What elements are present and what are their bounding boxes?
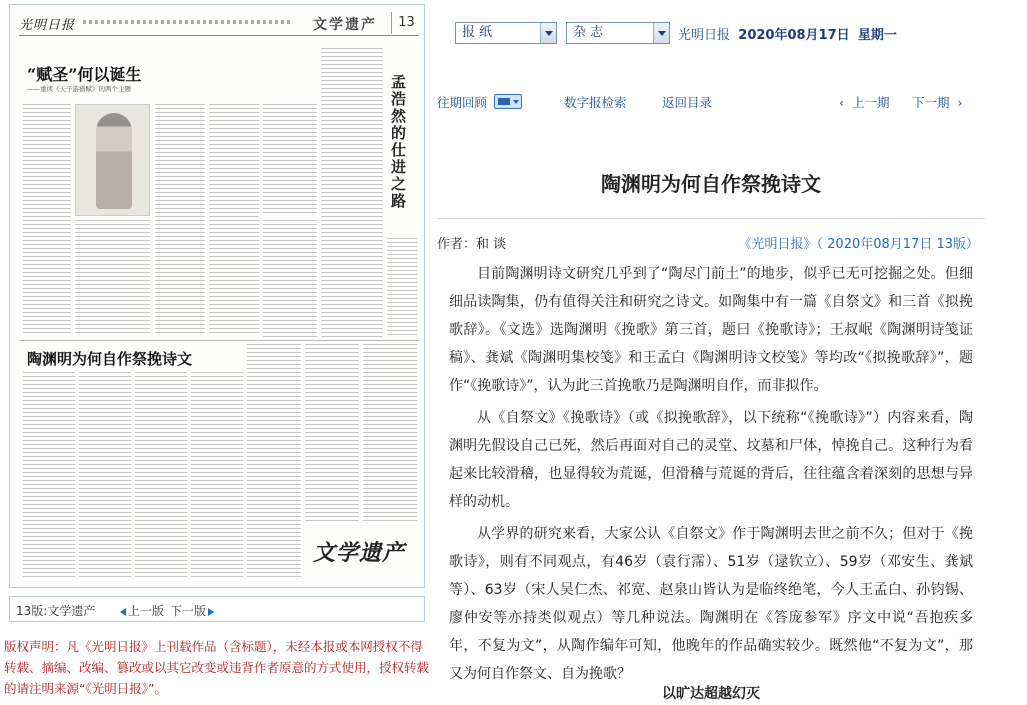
article-headline-fusheng[interactable]: “赋圣”何以诞生 [27, 65, 142, 84]
prev-issue-link[interactable]: ‹ 上一期 [839, 95, 890, 110]
article-meta [437, 218, 985, 252]
newspaper-select[interactable]: 报 纸 [455, 22, 557, 44]
calendar-toggle-icon[interactable] [494, 94, 522, 109]
digital-search-link[interactable]: 数字报检索 [564, 95, 627, 110]
article-paragraph: 从《自祭文》《挽歌诗》（或《拟挽歌辞》，以下统称“《挽歌诗》”）内容来看，陶渊明先假设自己已死，然后再面对自己的灵堂、坟墓和尸体，悼挽自己。这种行为看起来比较滑稽，也显得较为荒诞，但滑稽与荒诞的背后，往往蕴含着深刻的思想与异样的动机。 [449, 410, 973, 510]
top-bar [437, 18, 1027, 50]
paper-name: 光明日报 [678, 28, 731, 43]
section-divider [19, 340, 419, 341]
article-headline-menghaoran[interactable]: 孟浩然的仕进之路 [391, 73, 407, 210]
article-title: 陶渊明为何自作祭挽诗文 [601, 172, 821, 196]
illustration-figure [75, 104, 150, 216]
article-subheading: 以旷达超越幻灭 [662, 686, 760, 702]
next-arrow-icon [208, 608, 214, 616]
text-column [155, 104, 205, 336]
magazine-select[interactable]: 杂 志 [566, 22, 670, 44]
chevron-down-icon [540, 23, 556, 43]
copyright-notice: 版权声明：凡《光明日报》上刊载作品（含标题），未经本报或本网授权不得转载、摘编、改编、篡改或以其它改变或违背作者原意的方式使用，授权转载的请注明来源“《光明日报》”。 [4, 639, 430, 696]
prev-page-link[interactable]: 上一版 [120, 602, 164, 619]
text-column [247, 344, 301, 580]
text-column [75, 220, 150, 336]
article-paragraph: 目前陶渊明诗文研究几乎到了“陶尽门前土”的地步，似乎已无可挖掘之处。但细细品读陶集，仍有值得关注和研究之诗文。如陶集中有一篇《自祭文》和三首《拟挽歌辞》。《文选》选陶渊明《挽歌》第三首，题曰《挽歌诗》；王叔岷《陶渊明诗笺证稿》、龚斌《陶渊明集校笺》和王孟白《陶渊明诗文校笺》等均改“《拟挽歌辞》”，题作“《挽歌诗》”，认为此三首挽歌乃是陶渊明自作，而非拟作。 [449, 266, 973, 394]
text-column [23, 372, 75, 580]
next-page-link[interactable]: 下一版 [170, 602, 214, 619]
text-column [387, 238, 417, 338]
text-column [263, 220, 317, 338]
chevron-left-icon: ‹ [839, 95, 844, 110]
past-review-link[interactable]: 往期回顾 [437, 95, 488, 110]
text-column [23, 104, 71, 336]
text-column [321, 48, 383, 338]
text-column [209, 104, 259, 336]
text-column [79, 372, 131, 580]
newspaper-page-image[interactable] [9, 4, 425, 588]
article-subheadline-fusheng: ——重读《天子游猎赋》的两个主题 [27, 85, 131, 93]
page-pager [9, 596, 425, 622]
article-headline-taoyuanming[interactable]: 陶渊明为何自作祭挽诗文 [27, 350, 193, 368]
navigation-bar [437, 90, 985, 112]
text-column [191, 372, 243, 580]
masthead-logo: 光明日报 [19, 18, 76, 33]
chevron-down-icon [653, 23, 669, 43]
text-column [135, 372, 187, 580]
article-paragraph: 从学界的研究来看，大家公认《自祭文》作于陶渊明去世之前不久；但对于《挽歌诗》，则有不同观点，有46岁（袁行霈）、51岁（逯钦立）、59岁（邓安生、龚斌等）、63岁（宋人吴仁杰、祁宽、赵泉山皆认为是临终绝笔，今人王孟白、孙钧锡、廖仲安等亦持类似观点）等几种说法。陶渊明在《答庞参军》序文中说“吾抱疾多年，不复为文”，从陶作编年可知，他晚年的作品确实较少。既然他“不复为文”，那又为何自作祭文、自为挽歌？ [449, 526, 973, 682]
page-number: 13 [391, 12, 421, 34]
text-column [305, 344, 359, 524]
article-source: 《光明日报》（ 2020年08月17日 13版） [738, 237, 979, 252]
current-page-label: 13版:文学遗产 [16, 604, 96, 618]
prev-arrow-icon [120, 608, 126, 616]
chevron-right-icon: › [957, 95, 963, 110]
newspaper-page [13, 8, 421, 584]
issue-info [678, 24, 897, 43]
section-brand-stamp: 文学遗产 [313, 540, 406, 566]
masthead [19, 12, 419, 36]
issue-date: 2020年08月17日 [738, 28, 850, 43]
next-issue-link[interactable]: 下一期 › [912, 95, 963, 110]
back-to-index-link[interactable]: 返回目录 [662, 95, 713, 110]
article-body [449, 260, 973, 692]
page-section-title: 文学遗产 [313, 17, 377, 33]
issue-weekday: 星期一 [857, 28, 897, 43]
text-column [363, 344, 417, 524]
masthead-info-strip [83, 20, 293, 24]
text-column [263, 104, 317, 214]
article-author: 作者：和 谈 [437, 237, 507, 252]
